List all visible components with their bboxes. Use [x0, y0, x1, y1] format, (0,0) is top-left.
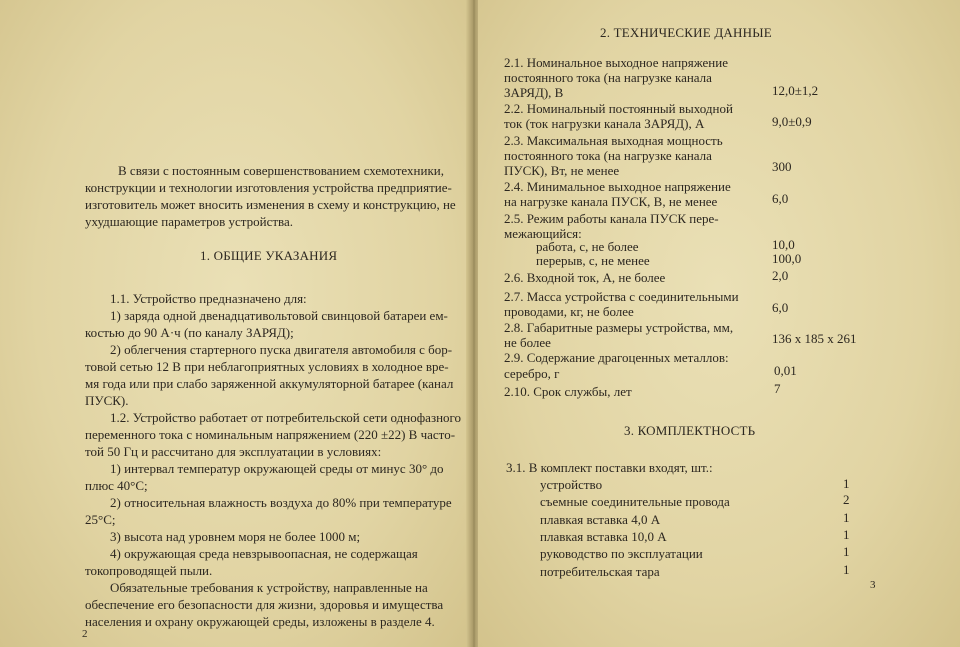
- intro-line: конструкции и технологии изготовления устройства предприятие-: [85, 180, 452, 195]
- spec-label: 2.5. Режим работы канала ПУСК пере-: [504, 211, 719, 226]
- right-page: [478, 0, 960, 647]
- body-line: Обязательные требования к устройству, направленные на: [110, 580, 428, 595]
- spec-value: 6,0: [772, 191, 789, 206]
- intro-line: изготовитель может вносить изменения в схему и конструкцию, не: [85, 197, 456, 212]
- section-1-title: 1. ОБЩИЕ УКАЗАНИЯ: [200, 248, 338, 263]
- spec-label: межающийся:: [504, 226, 582, 241]
- kit-item-label: плавкая вставка 4,0 А: [540, 512, 661, 527]
- body-line: мя года или при слабо заряженной аккумуляторной батарее (канал: [85, 376, 454, 391]
- spec-label: ЗАРЯД), В: [504, 85, 564, 100]
- body-line: 25°С;: [85, 512, 116, 527]
- body-line: 2) облегчения стартерного пуска двигателя автомобиля с бор-: [110, 342, 453, 357]
- body-line: 1.2. Устройство работает от потребительской сети однофазного: [110, 410, 462, 425]
- body-line: костью до 90 А·ч (по каналу ЗАРЯД);: [85, 325, 294, 340]
- spec-label: 2.6. Входной ток, А, не более: [504, 270, 666, 285]
- spec-value: 7: [774, 381, 781, 396]
- kit-item-label: съемные соединительные провода: [540, 494, 730, 509]
- spec-value: 0,01: [774, 363, 797, 378]
- intro-line: В связи с постоянным совершенствованием схемотехники,: [118, 163, 444, 178]
- spec-label: постоянного тока (на нагрузке канала: [504, 148, 712, 163]
- body-line: ПУСК).: [85, 393, 129, 408]
- kit-item-label: руководство по эксплуатации: [540, 546, 703, 561]
- body-line: плюс 40°С;: [85, 478, 148, 493]
- spec-label: проводами, кг, не более: [504, 304, 634, 319]
- page-number-left: 2: [82, 628, 88, 640]
- kit-item-qty: 1: [843, 527, 850, 542]
- body-line: обеспечение его безопасности для жизни, здоровья и имущества: [85, 597, 444, 612]
- page-number-right: 3: [870, 579, 876, 591]
- spec-label: 2.10. Срок службы, лет: [504, 384, 632, 399]
- spec-label: ток (ток нагрузки канала ЗАРЯД), А: [504, 116, 705, 131]
- kit-item-label: плавкая вставка 10,0 А: [540, 529, 667, 544]
- section-3-title: 3. КОМПЛЕКТНОСТЬ: [624, 423, 756, 438]
- body-line: 1) заряда одной двенадцативольтовой свинцовой батареи ем-: [110, 308, 448, 323]
- spec-label: не более: [504, 335, 551, 350]
- spec-label: 2.3. Максимальная выходная мощность: [504, 133, 723, 148]
- body-line: населения и охрану окружающей среды, изложены в разделе 4.: [85, 614, 435, 629]
- kit-item-qty: 1: [843, 544, 850, 559]
- spec-label: ПУСК), Вт, не менее: [504, 163, 620, 178]
- intro-line: ухудшающие параметров устройства.: [85, 214, 294, 229]
- spec-label: работа, с, не более: [536, 239, 639, 254]
- kit-item-qty: 1: [843, 476, 850, 491]
- spec-value: 9,0±0,9: [772, 114, 812, 129]
- spec-value: 6,0: [772, 300, 789, 315]
- spec-label: на нагрузке канала ПУСК, В, не менее: [504, 194, 718, 209]
- spec-label: 2.2. Номинальный постоянный выходной: [504, 101, 733, 116]
- kit-item-label: устройство: [540, 477, 603, 492]
- spec-label: 2.4. Минимальное выходное напряжение: [504, 179, 731, 194]
- body-line: переменного тока с номинальным напряжением (220 ±22) В часто-: [85, 427, 456, 442]
- spec-label: 2.9. Содержание драгоценных металлов:: [504, 350, 729, 365]
- spec-value: 10,0: [772, 237, 795, 252]
- body-line: 3) высота над уровнем моря не более 1000 м;: [110, 529, 361, 544]
- body-line: токопроводящей пыли.: [85, 563, 213, 578]
- kit-intro: 3.1. В комплект поставки входят, шт.:: [506, 460, 713, 475]
- spec-label: 2.8. Габаритные размеры устройства, мм,: [504, 320, 734, 335]
- body-line: 1.1. Устройство предназначено для:: [110, 291, 307, 306]
- kit-item-qty: 1: [843, 510, 850, 525]
- spec-label: постоянного тока (на нагрузке канала: [504, 70, 712, 85]
- body-line: 1) интервал температур окружающей среды от минус 30° до: [110, 461, 444, 476]
- body-line: 4) окружающая среда невзрывоопасная, не содержащая: [110, 546, 418, 561]
- kit-item-label: потребительская тара: [540, 564, 660, 579]
- spec-label: перерыв, с, не менее: [536, 253, 650, 268]
- kit-item-qty: 1: [843, 562, 850, 577]
- spec-value: 12,0±1,2: [772, 83, 819, 98]
- body-line: 2) относительная влажность воздуха до 80% при температуре: [110, 495, 452, 510]
- spec-label: 2.1. Номинальное выходное напряжение: [504, 55, 728, 70]
- body-line: товой сетью 12 В при неблагоприятных условиях в холодное вре-: [85, 359, 449, 374]
- spec-value: 300: [772, 159, 792, 174]
- spec-value: 136 х 185 х 261: [772, 331, 857, 346]
- spec-label: 2.7. Масса устройства с соединительными: [504, 289, 739, 304]
- kit-item-qty: 2: [843, 492, 850, 507]
- spec-value: 2,0: [772, 268, 789, 283]
- body-line: той 50 Гц и рассчитано для эксплуатации в условиях:: [85, 444, 382, 459]
- spec-value: 100,0: [772, 251, 802, 266]
- left-page: [0, 0, 472, 647]
- section-2-title: 2. ТЕХНИЧЕСКИЕ ДАННЫЕ: [600, 25, 772, 40]
- spec-label: серебро, г: [504, 366, 560, 381]
